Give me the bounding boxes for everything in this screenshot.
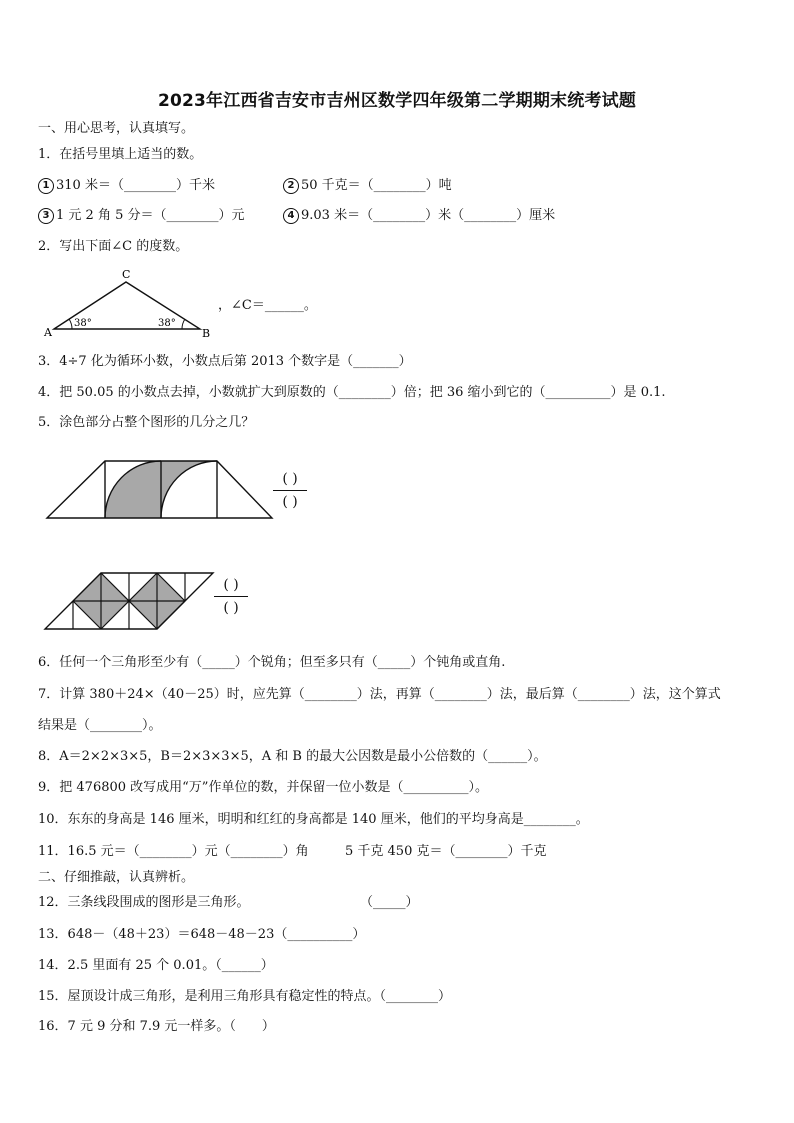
angle-a-label: 38° — [74, 318, 92, 329]
question-6: 6．任何一个三角形至少有（_____）个锐角；但至多只有（_____）个钝角或直角. — [38, 655, 506, 670]
question-1-item-1 — [38, 177, 215, 195]
item-number-badge: 4 — [283, 208, 299, 224]
answer-fraction-1 — [273, 470, 307, 511]
fraction-bar — [214, 596, 248, 597]
section-2-heading: 二、仔细推敲，认真辨析。 — [38, 870, 195, 885]
triangle-figure — [40, 266, 220, 340]
item-text: 1 元 2 角 5 分＝（________）元 — [56, 208, 245, 223]
trapezoid-figure — [44, 458, 276, 522]
question-8: 8．A＝2×2×3×5，B＝2×3×3×5，A 和 B 的最大公因数是最小公倍数的（______）。 — [38, 749, 547, 764]
question-14: 14．2.5 里面有 25 个 0.01。（______） — [38, 958, 274, 973]
question-3: 3．4÷7 化为循环小数，小数点后第 2013 个数字是（_______） — [38, 354, 412, 369]
fraction-numerator: ( ) — [282, 471, 298, 487]
question-12-blank: （_____） — [360, 895, 419, 910]
item-text: 310 米＝（________）千米 — [56, 178, 215, 193]
question-12: 12．三条线段围成的图形是三角形。 — [38, 895, 250, 910]
question-7-line-2: 结果是（________）。 — [38, 718, 162, 733]
fraction-bar — [273, 490, 307, 491]
question-2-answer: ，∠C＝______。 — [218, 298, 317, 313]
question-13: 13．648－（48＋23）＝648－48－23（__________） — [38, 927, 366, 942]
item-text: 9.03 米＝（________）米（________）厘米 — [301, 208, 556, 223]
question-1-item-4 — [283, 207, 555, 225]
question-1-item-2 — [283, 177, 452, 195]
question-4: 4．把 50.05 的小数点去掉，小数就扩大到原数的（________）倍；把 36 缩小到它的（__________）是 0.1. — [38, 385, 666, 400]
question-2-stem: 2．写出下面∠C 的度数。 — [38, 239, 189, 254]
question-10: 10．东东的身高是 146 厘米，明明和红红的身高都是 140 厘米，他们的平均身高是________。 — [38, 812, 589, 827]
fraction-denominator: ( ) — [223, 600, 239, 616]
page-title: 2023年江西省吉安市吉州区数学四年级第二学期期末统考试题 — [157, 91, 637, 111]
vertex-label-a: A — [44, 326, 52, 339]
vertex-label-b: B — [202, 327, 211, 340]
question-1-item-3 — [38, 207, 244, 225]
angle-b-label: 38° — [158, 318, 176, 329]
question-15: 15．屋顶设计成三角形，是利用三角形具有稳定性的特点。（________） — [38, 989, 452, 1004]
item-number-badge: 1 — [38, 178, 54, 194]
question-11-part-2: 5 千克 450 克＝（________）千克 — [345, 844, 547, 859]
item-number-badge: 3 — [38, 208, 54, 224]
parallelogram-figure — [42, 570, 218, 634]
question-5-stem: 5．涂色部分占整个图形的几分之几？ — [38, 415, 255, 430]
fraction-denominator: ( ) — [282, 494, 298, 510]
answer-fraction-2 — [214, 576, 248, 617]
fraction-numerator: ( ) — [223, 577, 239, 593]
vertex-label-c: C — [122, 268, 131, 281]
question-9: 9．把 476800 改写成用“万”作单位的数，并保留一位小数是（__________）。 — [38, 780, 488, 795]
section-1-heading: 一、用心思考，认真填写。 — [38, 121, 195, 136]
question-1-stem: 1．在括号里填上适当的数。 — [38, 147, 203, 162]
question-7-line-1: 7．计算 380＋24×（40－25）时，应先算（________）法，再算（________）法，最后算（________）法，这个算式 — [38, 687, 721, 702]
question-11-part-1: 11．16.5 元＝（________）元（________）角 — [38, 844, 309, 859]
item-number-badge: 2 — [283, 178, 299, 194]
item-text: 50 千克＝（________）吨 — [301, 178, 452, 193]
question-16: 16．7 元 9 分和 7.9 元一样多。（ ） — [38, 1019, 275, 1034]
